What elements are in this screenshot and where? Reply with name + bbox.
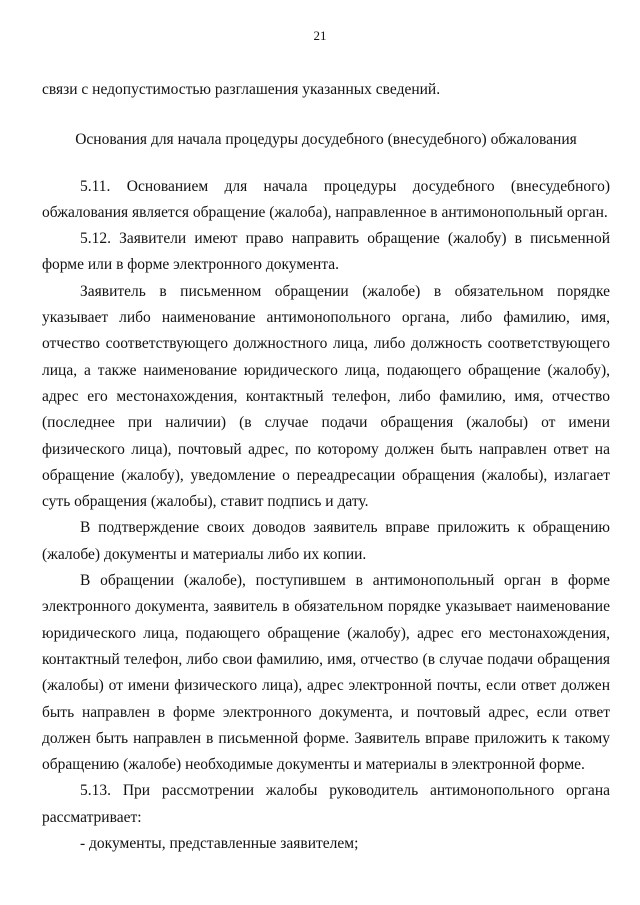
paragraph-5-12: 5.12. Заявители имеют право направить обращение (жалобу) в письменной форме или в форме электронного документа. (42, 230, 610, 274)
paragraph-5-11: 5.11. Основанием для начала процедуры досудебного (внесудебного) обжалования является обращение (жалоба), направленное в антимонопольный орган. (42, 177, 610, 221)
paragraph-5-13: 5.13. При рассмотрении жалобы руководитель антимонопольного органа рассматривает: (42, 782, 610, 826)
page-number: 21 (313, 28, 327, 43)
section-heading: Основания для начала процедуры досудебного (внесудебного) обжалования (75, 131, 577, 149)
continuation-text: связи с недопустимостью разглашения указанных сведений. (42, 81, 441, 98)
paragraph-attachments: В подтверждение своих доводов заявитель вправе приложить к обращению (жалобе) документы и материалы либо их копии. (42, 519, 610, 563)
document-body (42, 77, 610, 857)
paragraph-written-appeal: Заявитель в письменном обращении (жалобе) в обязательном порядке указывает либо наименование антимонопольного органа, либо фамилию, имя, отчество соответствующего должностного лица, либо должность соответствующего лица, а также наименование юридического лица, подающего обращение (жалобу), адрес его местонахождения, контактный телефон, либо фамилию, имя, отчество (последнее при наличии) (в случае подачи обращения (жалобы) от имени физического лица), почтовый адрес, по которому должен быть направлен ответ на обращение (жалобу), уведомление о переадресации обращения (жалобы), излагает суть обращения (жалобы), ставит подпись и дату. (42, 282, 610, 511)
paragraph-electronic-appeal: В обращении (жалобе), поступившем в антимонопольный орган в форме электронного документа, заявитель в обязательном порядке указывает наименование юридического лица, подающего обращение (жалобу), адрес его местонахождения, контактный телефон, либо свои фамилию, имя, отчество (в случае подачи обращения (жалобы) от имени физического лица), адрес электронной почты, если ответ должен быть направлен в форме электронного документа, и почтовый адрес, если ответ должен быть направлен в письменной форме. Заявитель вправе приложить к такому обращению (жалобе) необходимые документы и материалы в электронной форме. (42, 572, 610, 774)
list-item: - документы, представленные заявителем; (80, 835, 359, 853)
